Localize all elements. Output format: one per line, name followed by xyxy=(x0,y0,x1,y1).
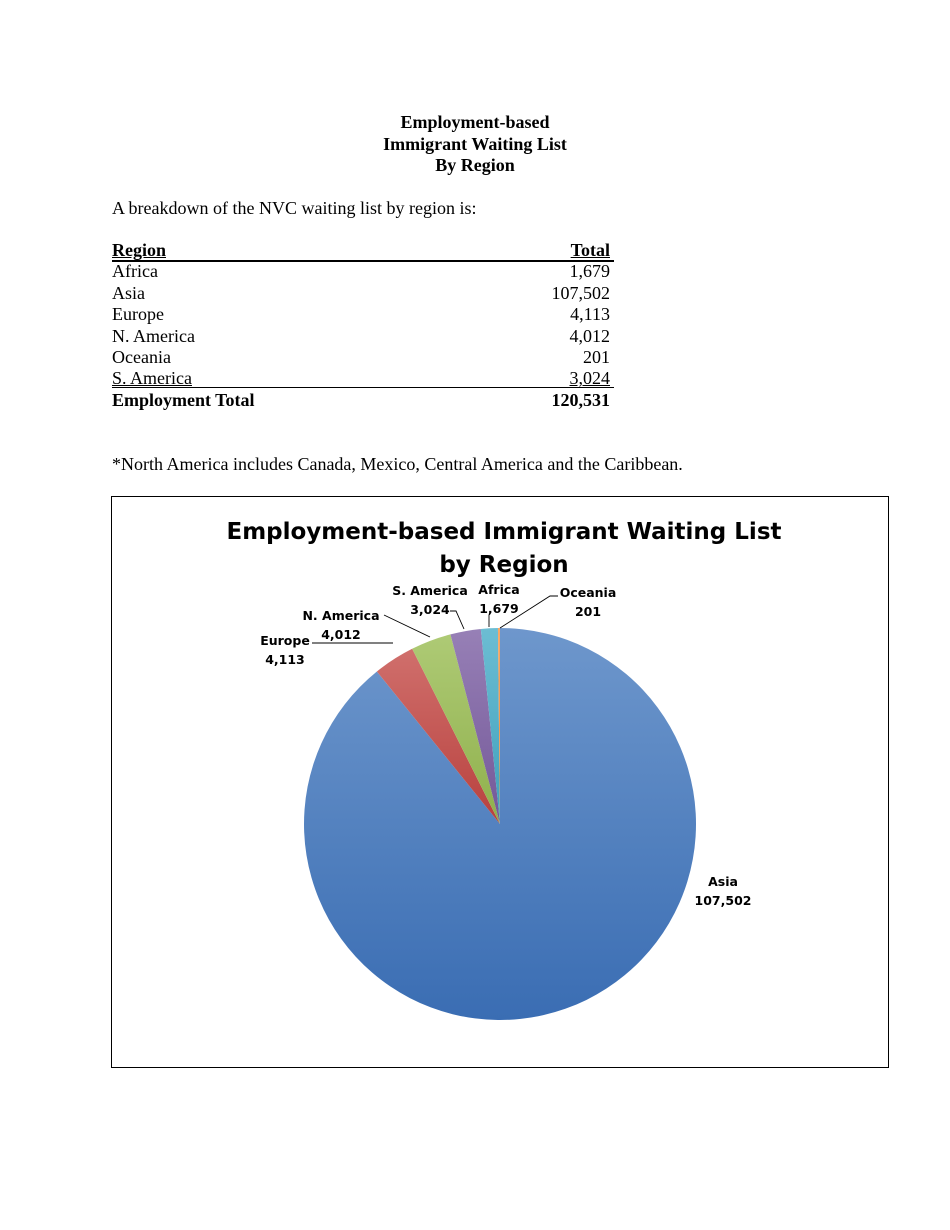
row-region: N. America xyxy=(112,325,195,346)
row-total: 201 xyxy=(583,346,610,367)
row-total: 3,024 xyxy=(569,368,610,389)
row-region: S. America xyxy=(112,368,192,389)
leader-line xyxy=(450,611,464,629)
column-header-region: Region xyxy=(112,240,166,260)
row-region: Europe xyxy=(112,304,164,325)
table-row xyxy=(112,347,614,368)
slice-label-value: 107,502 xyxy=(694,893,752,908)
slice-label-value: 4,012 xyxy=(321,627,361,642)
document-heading xyxy=(0,112,950,177)
row-region: Oceania xyxy=(112,346,171,367)
column-header-total: Total xyxy=(570,240,610,260)
row-region: Asia xyxy=(112,282,145,303)
table-row xyxy=(112,283,614,304)
table-row xyxy=(112,304,614,325)
footnote: *North America includes Canada, Mexico, Central America and the Caribbean. xyxy=(112,454,683,474)
slice-label-value: 1,679 xyxy=(479,601,519,616)
total-rule xyxy=(112,387,614,388)
heading-line-3: By Region xyxy=(435,155,515,175)
pie-chart xyxy=(112,497,888,1067)
pie-chart-frame xyxy=(111,496,889,1068)
table-header-row xyxy=(112,240,614,261)
slice-label-value: 4,113 xyxy=(265,652,305,667)
slice-label-name: N. America xyxy=(302,608,380,623)
total-value: 120,531 xyxy=(551,389,610,410)
row-total: 107,502 xyxy=(551,282,610,303)
total-label: Employment Total xyxy=(112,389,255,410)
table-total-row xyxy=(112,390,614,411)
intro-text: A breakdown of the NVC waiting list by region is: xyxy=(112,198,477,218)
heading-line-1: Employment-based xyxy=(400,112,550,132)
slice-label-value: 201 xyxy=(574,604,602,619)
slice-label-value: 3,024 xyxy=(410,602,450,617)
row-total: 4,113 xyxy=(570,304,610,325)
row-total: 4,012 xyxy=(569,325,610,346)
table-row xyxy=(112,261,614,282)
chart-title-line-2: by Region xyxy=(439,552,569,578)
slice-label-name: Oceania xyxy=(559,585,617,600)
slice-label-name: Africa xyxy=(478,582,520,597)
leader-line xyxy=(384,615,430,637)
row-region: Africa xyxy=(112,261,158,282)
pie-slice-asia xyxy=(304,628,696,1020)
heading-line-2: Immigrant Waiting List xyxy=(383,133,567,154)
slice-label-name: Europe xyxy=(260,633,310,648)
table-row xyxy=(112,326,614,347)
region-table xyxy=(112,240,614,411)
slice-label-name: S. America xyxy=(392,583,468,598)
row-total: 1,679 xyxy=(569,261,610,282)
chart-title-line-1: Employment-based Immigrant Waiting List xyxy=(226,519,782,545)
slice-label-name: Asia xyxy=(708,874,738,889)
